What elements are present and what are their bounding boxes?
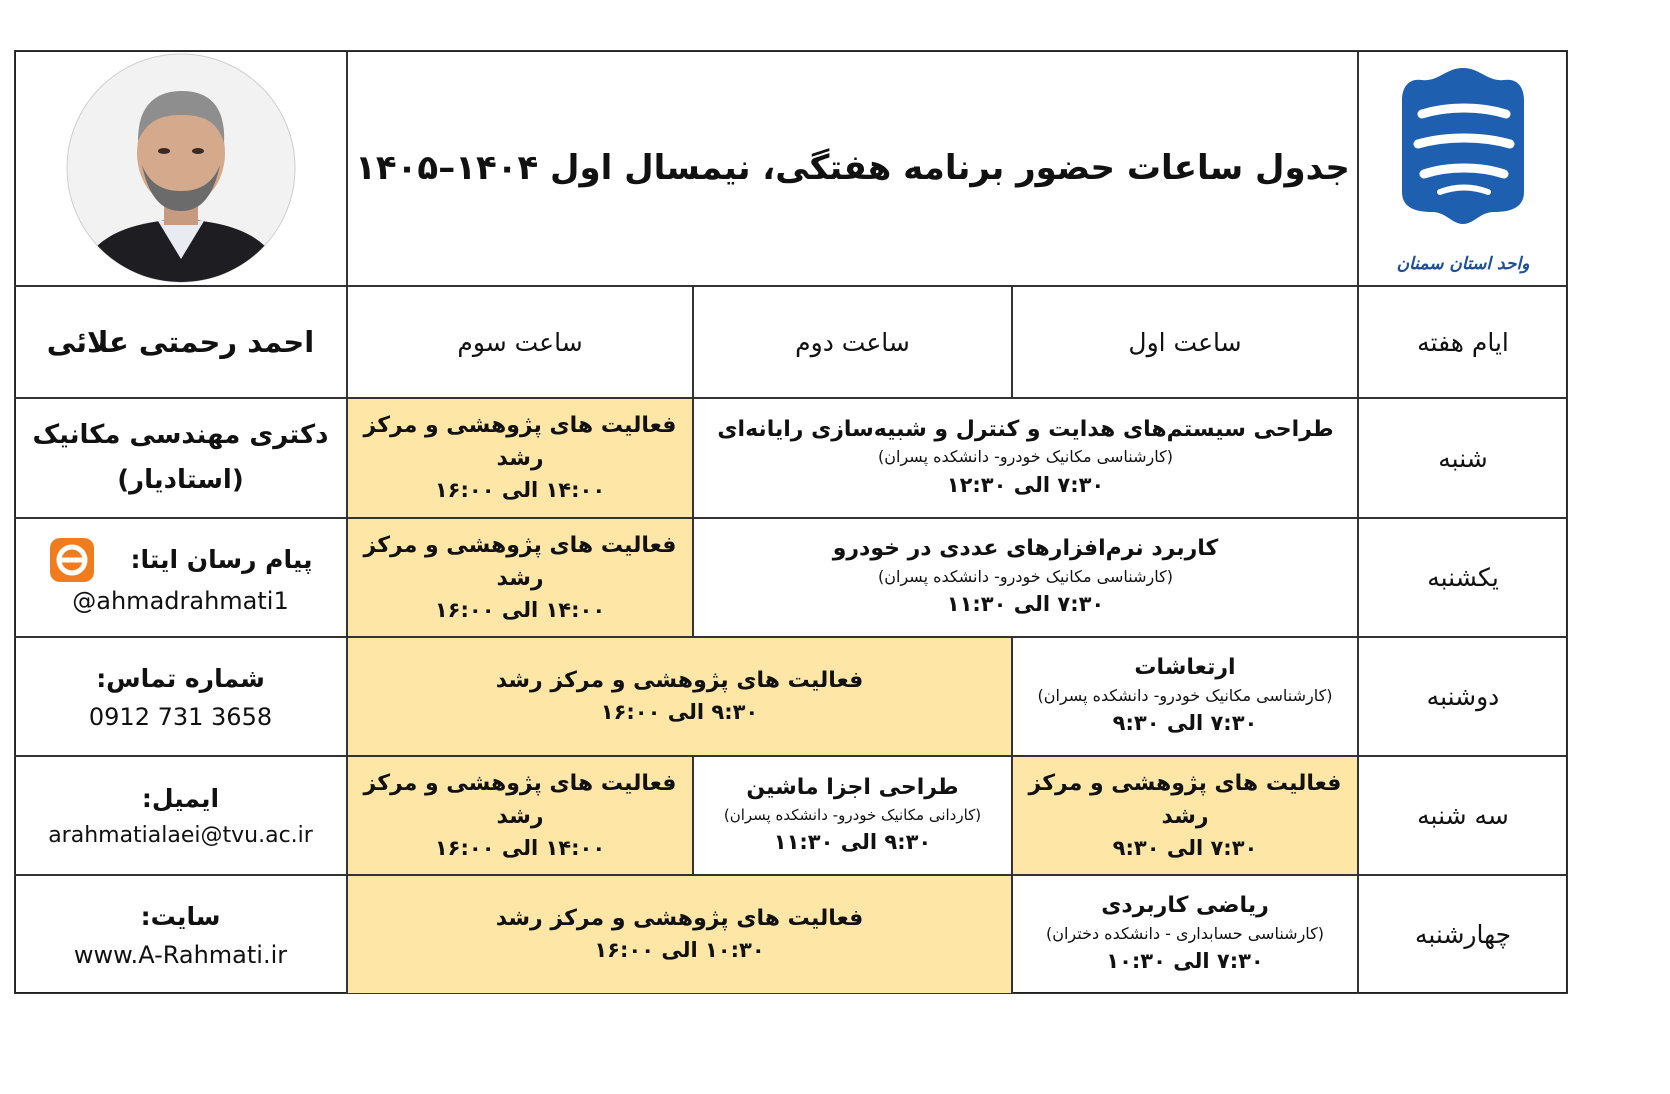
day-monday-label: دوشنبه <box>1426 682 1500 711</box>
activity-time: ۱۴:۰۰ الی ۱۶:۰۰ <box>434 835 606 860</box>
profile-eitaa-cell <box>14 518 347 637</box>
header-days <box>1358 286 1568 398</box>
activity-time: ۹:۳۰ الی ۱۶:۰۰ <box>600 700 759 725</box>
profile-rank: (استادیار) <box>117 465 244 495</box>
day-tuesday-label: سه شنبه <box>1417 801 1509 830</box>
day-sunday <box>1358 518 1568 637</box>
profile-degree-cell <box>14 398 347 518</box>
activity-label: فعالیت های پژوهشی و مرکز رشد <box>495 906 864 932</box>
course-subtitle: (کاردانی مکانیک خودرو- دانشکده پسران) <box>723 805 982 824</box>
activity-time: ۷:۳۰ الی ۹:۳۰ <box>1112 835 1258 860</box>
course-title: طراحی اجزا ماشین <box>746 774 959 800</box>
activity-label: فعالیت های پژوهشی و مرکز رشد <box>363 770 677 829</box>
profile-email-cell <box>14 756 347 875</box>
course-sunday <box>693 518 1358 637</box>
course-wednesday <box>1012 875 1358 994</box>
course-time: ۹:۳۰ الی ۱۱:۳۰ <box>773 829 932 854</box>
activity-tuesday-morning <box>1012 756 1358 875</box>
activity-label: فعالیت های پژوهشی و مرکز رشد <box>363 532 677 591</box>
day-wednesday-label: چهارشنبه <box>1414 920 1512 949</box>
eitaa-row <box>49 537 313 583</box>
profile-name-cell <box>14 286 347 398</box>
activity-time: ۱۴:۰۰ الی ۱۶:۰۰ <box>434 597 606 622</box>
email-address[interactable]: arahmatialaei@tvu.ac.ir <box>48 823 313 848</box>
header-slot2-label: ساعت دوم <box>795 327 910 357</box>
course-title: ارتعاشات <box>1134 655 1236 681</box>
activity-time: ۱۰:۳۰ الی ۱۶:۰۰ <box>594 938 765 963</box>
day-wednesday <box>1358 875 1568 994</box>
profile-phone-cell <box>14 637 347 756</box>
page-title: جدول ساعات حضور برنامه هفتگی، نیمسال اول ۱۴۰۴–۱۴۰۵ <box>355 148 1350 188</box>
course-subtitle: (کارشناسی مکانیک خودرو- دانشکده پسران) <box>1037 685 1333 705</box>
activity-monday <box>347 637 1012 756</box>
day-sunday-label: یکشنبه <box>1427 563 1499 592</box>
profile-degree: دکتری مهندسی مکانیک <box>32 419 329 450</box>
activity-label: فعالیت های پژوهشی و مرکز رشد <box>1028 770 1342 829</box>
course-subtitle: (کارشناسی مکانیک خودرو- دانشکده پسران) <box>878 447 1173 467</box>
title-cell <box>347 50 1358 286</box>
activity-time: ۱۴:۰۰ الی ۱۶:۰۰ <box>434 478 606 503</box>
course-subtitle: (کارشناسی حسابداری - دانشکده دختران) <box>1045 923 1325 943</box>
eitaa-label: پیام رسان ایتا: <box>130 544 313 574</box>
course-saturday <box>693 398 1358 518</box>
activity-label: فعالیت های پژوهشی و مرکز رشد <box>363 413 677 472</box>
profile-site-cell <box>14 875 347 994</box>
site-url[interactable]: www.A-Rahmati.ir <box>73 940 288 969</box>
day-monday <box>1358 637 1568 756</box>
phone-label: شماره تماس: <box>96 663 265 693</box>
day-tuesday <box>1358 756 1568 875</box>
eitaa-icon <box>49 537 95 583</box>
university-logo-cell <box>1358 50 1568 286</box>
day-saturday <box>1358 398 1568 518</box>
header-slot1-label: ساعت اول <box>1128 327 1242 357</box>
eitaa-id[interactable]: @ahmadrahmati1 <box>72 586 289 615</box>
course-time: ۷:۳۰ الی ۱۰:۳۰ <box>1106 949 1264 974</box>
university-branch: واحد استان سمنان <box>1396 254 1530 274</box>
course-title: کاربرد نرم‌افزارهای عددی در خودرو <box>832 536 1219 562</box>
profile-name: احمد رحمتی علائی <box>46 325 315 359</box>
activity-saturday <box>347 398 693 518</box>
header-slot3 <box>347 286 693 398</box>
site-label: سایت: <box>140 901 221 931</box>
course-title: طراحی سیستم‌های هدایت و کنترل و شبیه‌سازی رایانه‌ای <box>717 416 1334 442</box>
header-days-label: ایام هفته <box>1417 327 1509 357</box>
photo-cell <box>14 50 347 286</box>
course-title: ریاضی کاربردی <box>1101 893 1269 919</box>
course-time: ۷:۳۰ الی ۹:۳۰ <box>1112 711 1258 736</box>
activity-sunday <box>347 518 693 637</box>
activity-wednesday <box>347 875 1012 994</box>
course-subtitle: (کارشناسی مکانیک خودرو- دانشکده پسران) <box>878 566 1173 586</box>
header-slot2 <box>693 286 1012 398</box>
course-monday <box>1012 637 1358 756</box>
day-saturday-label: شنبه <box>1438 443 1488 473</box>
course-time: ۷:۳۰ الی ۱۲:۳۰ <box>946 472 1105 497</box>
course-time: ۷:۳۰ الی ۱۱:۳۰ <box>946 592 1105 617</box>
profile-photo <box>66 53 296 283</box>
activity-label: فعالیت های پژوهشی و مرکز رشد <box>495 668 864 694</box>
phone-number[interactable]: 0912 731 3658 <box>88 702 273 731</box>
header-slot1 <box>1012 286 1358 398</box>
header-slot3-label: ساعت سوم <box>457 327 583 357</box>
course-tuesday <box>693 756 1012 875</box>
university-logo <box>1388 62 1538 262</box>
email-label: ایمیل: <box>141 784 220 813</box>
activity-tuesday <box>347 756 693 875</box>
